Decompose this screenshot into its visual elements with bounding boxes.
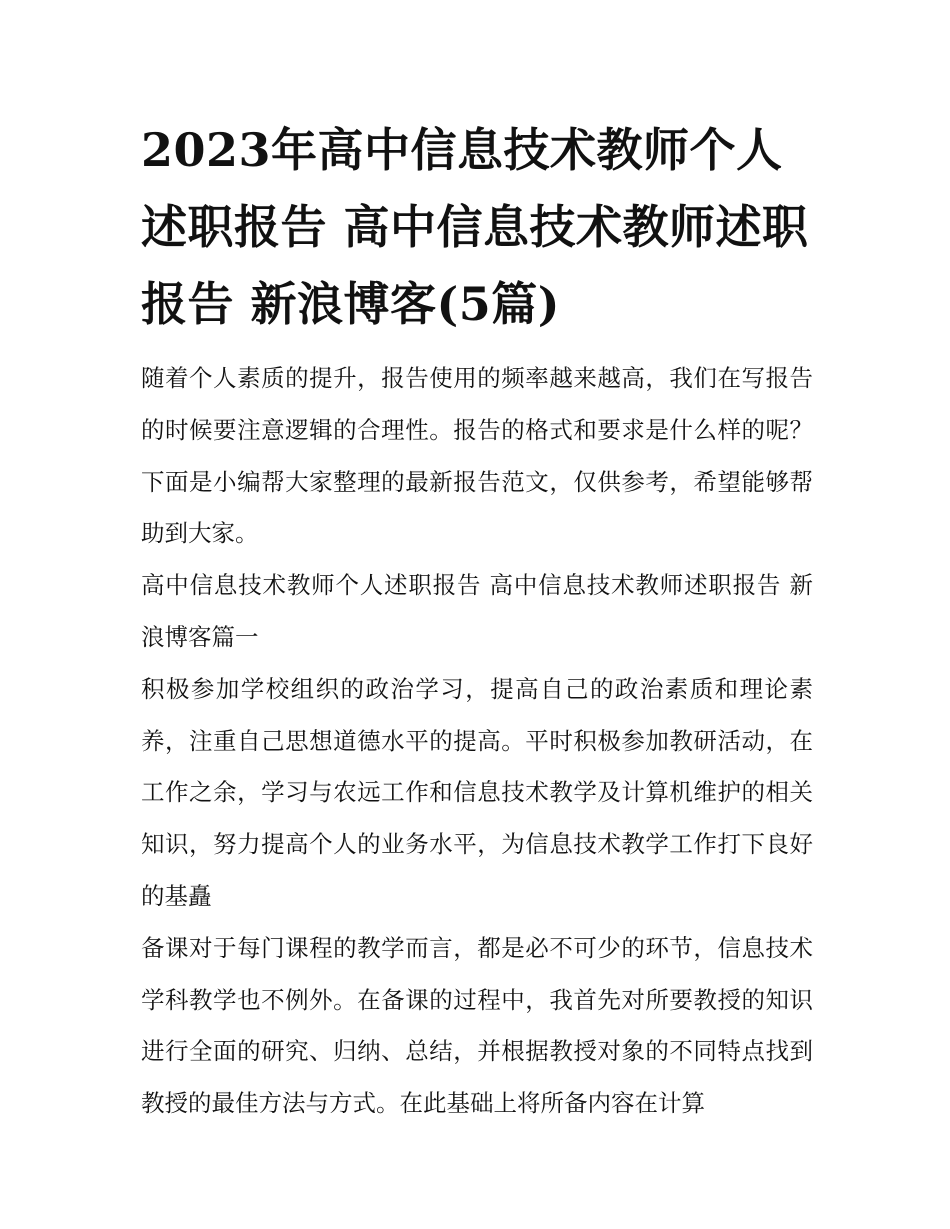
document-title: 2023年高中信息技术教师个人述职报告 高中信息技术教师述职报告 新浪博客(5篇) [141,123,809,331]
intro-paragraph: 随着个人素质的提升，报告使用的频率越来越高，我们在写报告的时候要注意逻辑的合理性。报告的格式和要求是什么样的呢？下面是小编帮大家整理的最新报告范文，仅供参考，希望能够帮助到大家。 [141,364,813,548]
body-paragraph-2: 备课对于每门课程的教学而言，都是必不可少的环节，信息技术学科教学也不例外。在备课的过程中，我首先对所要教授的知识进行全面的研究、归纳、总结，并根据教授对象的不同特点找到教授的最佳方法与方式。在此基础上将所备内容在计算 [141,933,813,1118]
section-heading: 高中信息技术教师个人述职报告 高中信息技术教师述职报告 新浪博客篇一 [141,571,813,651]
body-paragraph-1: 积极参加学校组织的政治学习，提高自己的政治素质和理论素养，注重自己思想道德水平的提高。平时积极参加教研活动，在工作之余，学习与农远工作和信息技术教学及计算机维护的相关知识，努力提高个人的业务水平，为信息技术教学工作打下良好的基矗 [141,674,813,910]
document-page [141,112,813,1130]
